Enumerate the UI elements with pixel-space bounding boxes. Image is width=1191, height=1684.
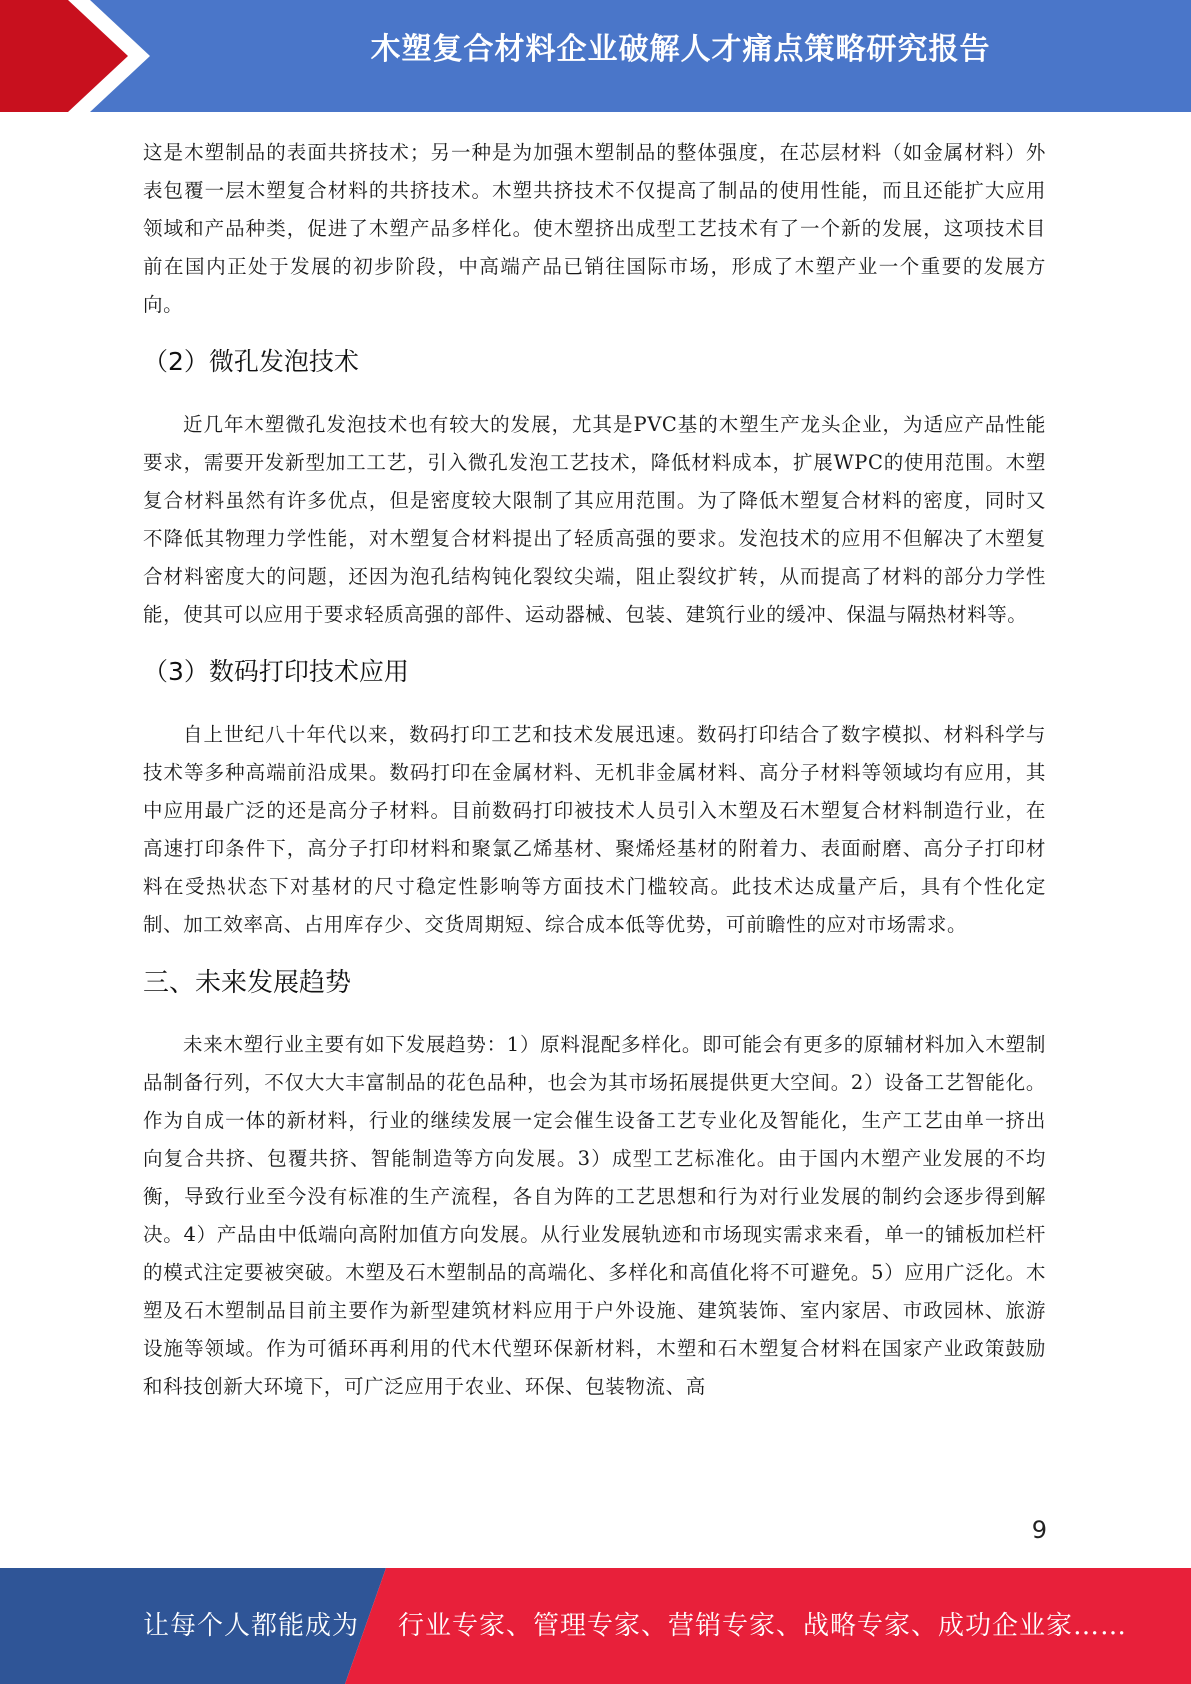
page-number: 9 <box>1031 1516 1047 1544</box>
footer-slogan-right: 行业专家、管理专家、营销专家、战略专家、成功企业家…… <box>398 1611 1128 1641</box>
paragraph-digital-printing: 自上世纪八十年代以来，数码打印工艺和技术发展迅速。数码打印结合了数字模拟、材料科学与技术等多种高端前沿成果。数码打印在金属材料、无机非金属材料、高分子材料等领域均有应用，其中应用最广泛的还是高分子材料。目前数码打印被技术人员引入木塑及石木塑复合材料制造行业，在高速打印条件下，高分子打印材料和聚氯乙烯基材、聚烯烃基材的附着力、表面耐磨、高分子打印材料在受热状态下对基材的尺寸稳定性影响等方面技术门槛较高。此技术达成量产后，具有个性化定制、加工效率高、占用库存少、交货周期短、综合成本低等优势，可前瞻性的应对市场需求。 <box>143 723 1046 936</box>
section-heading-future-trends: 三、未来发展趋势 <box>143 968 352 998</box>
page-footer <box>0 1568 1191 1684</box>
page-header <box>0 0 1191 112</box>
intro-paragraph: 这是木塑制品的表面共挤技术；另一种是为加强木塑制品的整体强度，在芯层材料（如金属材料）外表包覆一层木塑复合材料的共挤技术。木塑共挤技术不仅提高了制品的使用性能，而且还能扩大应用领域和产品种类，促进了木塑产品多样化。使木塑挤出成型工艺技术有了一个新的发展，这项技术目前在国内正处于发展的初步阶段，中高端产品已销往国际市场，形成了木塑产业一个重要的发展方向。 <box>143 141 1046 316</box>
header-chevron-graphic <box>0 0 240 112</box>
subheading-microcellular-foaming: （2）微孔发泡技术 <box>143 347 359 376</box>
subheading-digital-printing: （3）数码打印技术应用 <box>143 657 409 686</box>
paragraph-microcellular-foaming: 近几年木塑微孔发泡技术也有较大的发展，尤其是PVC基的木塑生产龙头企业，为适应产品性能要求，需要开发新型加工工艺，引入微孔发泡工艺技术，降低材料成本，扩展WPC的使用范围。木塑复合材料虽然有许多优点，但是密度较大限制了其应用范围。为了降低木塑复合材料的密度，同时又不降低其物理力学性能，对木塑复合材料提出了轻质高强的要求。发泡技术的应用不但解决了木塑复合材料密度大的问题，还因为泡孔结构钝化裂纹尖端，阻止裂纹扩转，从而提高了材料的部分力学性能，使其可以应用于要求轻质高强的部件、运动器械、包装、建筑行业的缓冲、保温与隔热材料等。 <box>143 413 1046 626</box>
footer-slogan-left: 让每个人都能成为 <box>143 1611 360 1641</box>
page-content <box>143 134 1046 1406</box>
paragraph-future-trends: 未来木塑行业主要有如下发展趋势：1）原料混配多样化。即可能会有更多的原辅材料加入木塑制品制备行列，不仅大大丰富制品的花色品种，也会为其市场拓展提供更大空间。2）设备工艺智能化。作为自成一体的新材料，行业的继续发展一定会催生设备工艺专业化及智能化，生产工艺由单一挤出向复合共挤、包覆共挤、智能制造等方向发展。3）成型工艺标准化。由于国内木塑产业发展的不均衡，导致行业至今没有标准的生产流程，各自为阵的工艺思想和行为对行业发展的制约会逐步得到解决。4）产品由中低端向高附加值方向发展。从行业发展轨迹和市场现实需求来看，单一的铺板加栏杆的模式注定要被突破。木塑及石木塑制品的高端化、多样化和高值化将不可避免。5）应用广泛化。木塑及石木塑制品目前主要作为新型建筑材料应用于户外设施、建筑装饰、室内家居、市政园林、旅游设施等领域。作为可循环再利用的代木代塑环保新材料，木塑和石木塑复合材料在国家产业政策鼓励和科技创新大环境下，可广泛应用于农业、环保、包装物流、高 <box>143 1033 1046 1398</box>
document-title: 木塑复合材料企业破解人才痛点策略研究报告 <box>370 32 991 67</box>
